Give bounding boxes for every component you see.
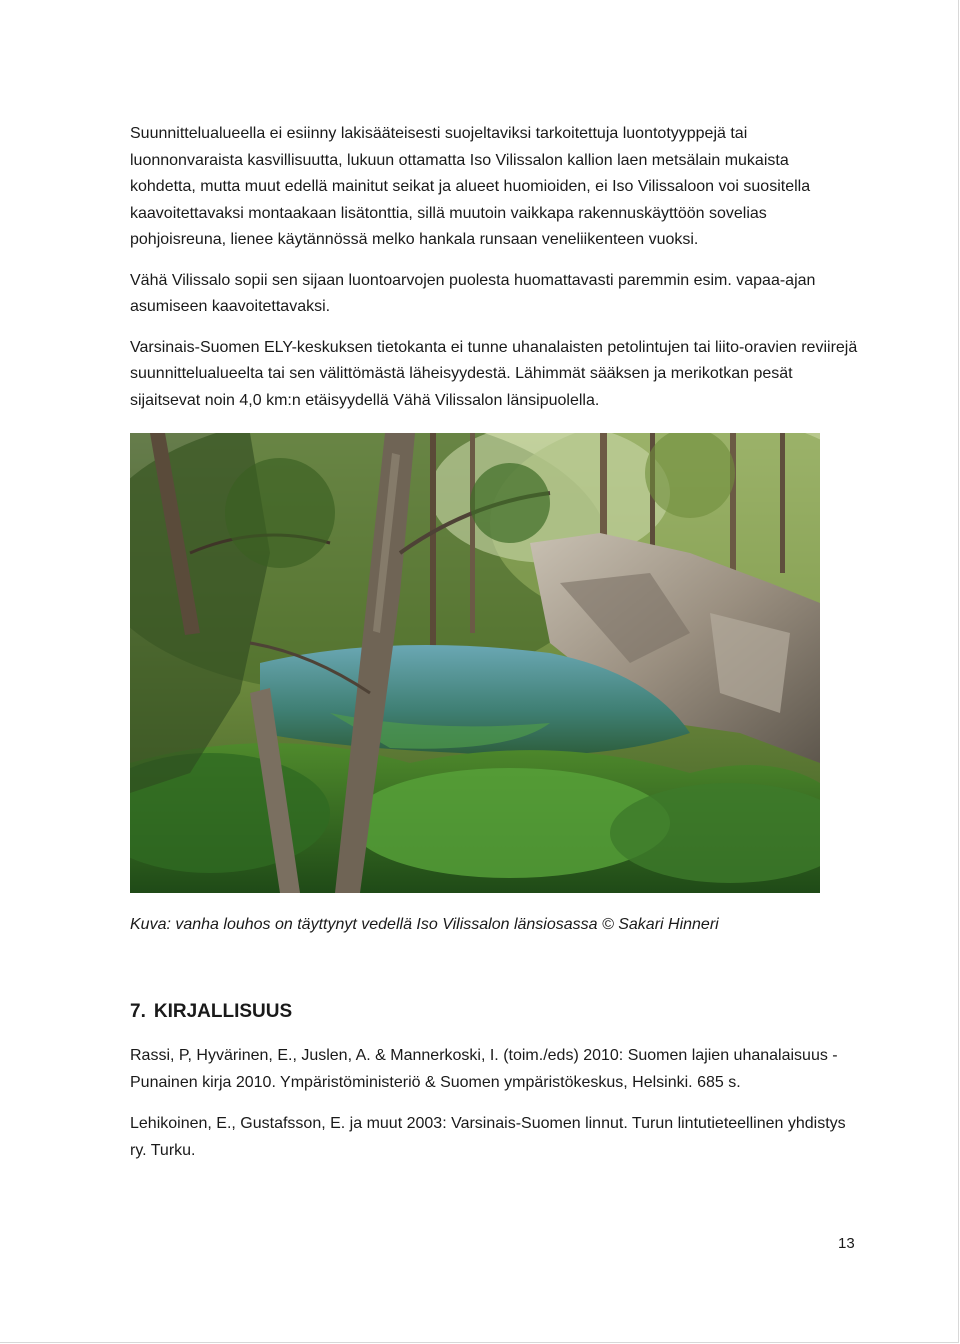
reference-list — [130, 1043, 858, 1179]
section-title: KIRJALLISUUS — [153, 1001, 293, 1022]
body-text — [130, 121, 858, 428]
figure-caption: Kuva: vanha louhos on täyttynyt vedellä Iso Vilissalon länsiosassa © Sakari Hinneri — [130, 916, 719, 933]
reference-rassi: Rassi, P, Hyvärinen, E., Juslen, A. & Mannerkoski, I. (toim./eds) 2010: Suomen lajien uhanalaisuus - Punainen kirja 2010. Ympäristöministeriö & Suomen ympäristökeskus, Helsinki. 685 s. — [130, 1047, 838, 1091]
paragraph-vaha-vilissalo: Vähä Vilissalo sopii sen sijaan luontoarvojen puolesta huomattavasti paremmin esim. vapaa-ajan asumiseen kaavoitettavaksi. — [130, 271, 816, 315]
section-number: 7. — [130, 1001, 146, 1022]
section-heading — [130, 998, 292, 1026]
page-number: 13 — [838, 1235, 855, 1252]
paragraph-suunnittelualue: Suunnittelualueella ei esiinny lakisääteisesti suojeltaviksi tarkoitettuja luontotyyppejä tai luonnonvaraista kasvillisuutta, lukuun ottamatta Iso Vilissalon kallion laen metsälain mukaista kohdetta, mutta muut edellä mainitut seikat ja alueet huomioiden, ei Iso Vilissaloon voi suositella kaavoitettavaksi montaakaan lisätonttia, sillä muutoin vaikkapa rakennuskäyttöön sovelias pohjoisreuna, lienee käytännössä melko hankala runsaan veneliikenteen vuoksi. — [130, 125, 811, 248]
reference-lehikoinen: Lehikoinen, E., Gustafsson, E. ja muut 2003: Varsinais-Suomen linnut. Turun lintutieteellinen yhdistys ry. Turku. — [130, 1115, 846, 1159]
paragraph-ely-keskus: Varsinais-Suomen ELY-keskuksen tietokanta ei tunne uhanalaisten petolintujen tai liito-oravien reviirejä suunnittelualueelta tai sen välittömästä läheisyydestä. Lähimmät sääksen ja merikotkan pesät sijaitsevat noin 4,0 km:n etäisyydellä Vähä Vilissalon länsipuolella. — [130, 338, 858, 409]
quarry-pond-photo — [130, 433, 820, 893]
